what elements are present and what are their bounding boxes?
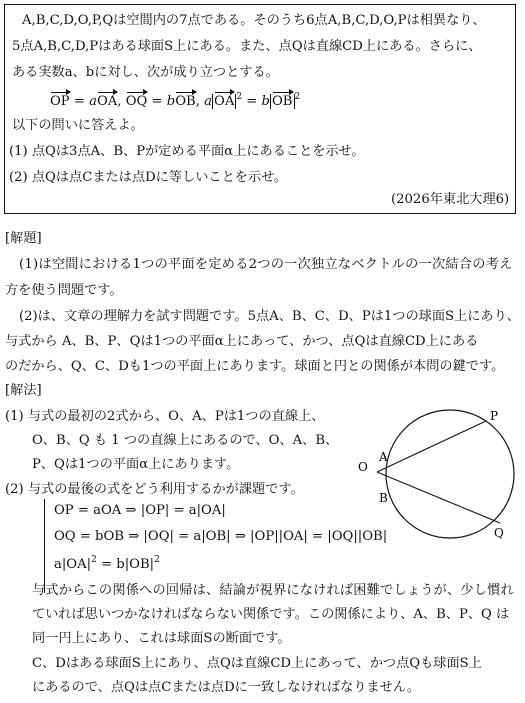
label-a: A: [379, 450, 388, 464]
circle-secant-figure: [345, 406, 523, 546]
section-circle: [386, 410, 514, 538]
solution-text: P、Qは1つの平面α上にあります。: [32, 457, 240, 472]
commentary-text: (2)は、文章の理解力を試す問題です。5点A、B、C、D、Pは1つの球面S上にあり、: [19, 309, 520, 324]
vector-op: OP: [50, 94, 70, 109]
problem-line-2: 5点A,B,C,D,Pはある球面S上にある。また、点Qは直線CD上にある。さらに、: [12, 39, 482, 54]
system-line-3: $a|OA|^2 = b|OB|^2$: [54, 555, 160, 572]
question-2: (2) 点Qは点Cまたは点Dに等しいことを示せ。: [9, 170, 288, 185]
solution-text: 同一円上にあり、これは球面Sの断面です。: [32, 631, 291, 646]
commentary-text: 方を使う問題です。: [5, 283, 123, 298]
commentary-heading: [解題]: [5, 231, 42, 246]
line-obq: [377, 472, 500, 523]
vector-oa: OA: [97, 94, 118, 109]
solution-text: O、B、Q も 1 つの直線上にあるので、O、A、B、: [32, 433, 339, 448]
vector-ob: OB: [175, 94, 196, 109]
line-oap: [377, 421, 486, 472]
problem-line-5: 以下の問いに答えよ。: [12, 118, 144, 133]
label-q: Q: [494, 526, 504, 540]
equation-system-brace: [44, 499, 53, 593]
problem-equation: OP = aOA, OQ = bOB, a OA $^2$ = b OB $^2$: [50, 92, 301, 109]
system-line-2: OQ = bOB ⇒ |OQ| = a|OB| ⇒ |OP||OA| = |OQ||OB|: [54, 529, 388, 544]
label-b: B: [379, 491, 388, 505]
problem-line-1: A,B,C,D,O,P,Qは空間内の7点である。そのうち6点A,B,C,D,O,Pは相異なり、: [22, 13, 486, 28]
vector-oq: OQ: [125, 94, 148, 109]
commentary-text: (1)は空間における1つの平面を定める2つの一次独立なベクトルの一次結合の考え: [19, 257, 513, 272]
solution-heading: [解法]: [5, 383, 42, 398]
question-1: (1) 点Qは3点A、B、Pが定める平面α上にあることを示せ。: [9, 144, 365, 159]
solution-text: (2) 与式の最後の式をどう利用するかが課題です。: [5, 482, 304, 497]
solution-text: C、Dはある球面S上にあり、点Qは直線CD上にあって、かつ点Qも球面S上: [32, 656, 482, 671]
problem-line-3: ある実数a、bに対し、次が成り立つとする。: [12, 65, 279, 80]
label-o: O: [358, 460, 368, 474]
system-line-1: OP = aOA ⇒ |OP| = a|OA|: [54, 503, 226, 518]
label-p: P: [490, 409, 499, 423]
commentary-text: 与式から A、B、P、Qは1つの平面α上にあって、かつ、点Qは直線CD上にある: [5, 334, 479, 349]
solution-text: (1) 与式の最初の2式から、O、A、Pは1つの直線上、: [5, 409, 325, 424]
problem-source: (2026年東北大理6): [391, 192, 510, 207]
commentary-text: のだから、Q、C、Dも1つの平面上にあります。球面と円との関係が本問の鍵です。: [5, 359, 505, 374]
solution-text: ていれば思いつかなければならない関係です。この関係により、A、B、P、Q は: [32, 607, 510, 622]
solution-text: にあるので、点Qは点Cまたは点Dに一致しなければなりません。: [32, 680, 421, 695]
solution-text: 与式からこの関係への回帰は、結論が視界になければ困難でしょうが、少し慣れ: [32, 583, 514, 598]
